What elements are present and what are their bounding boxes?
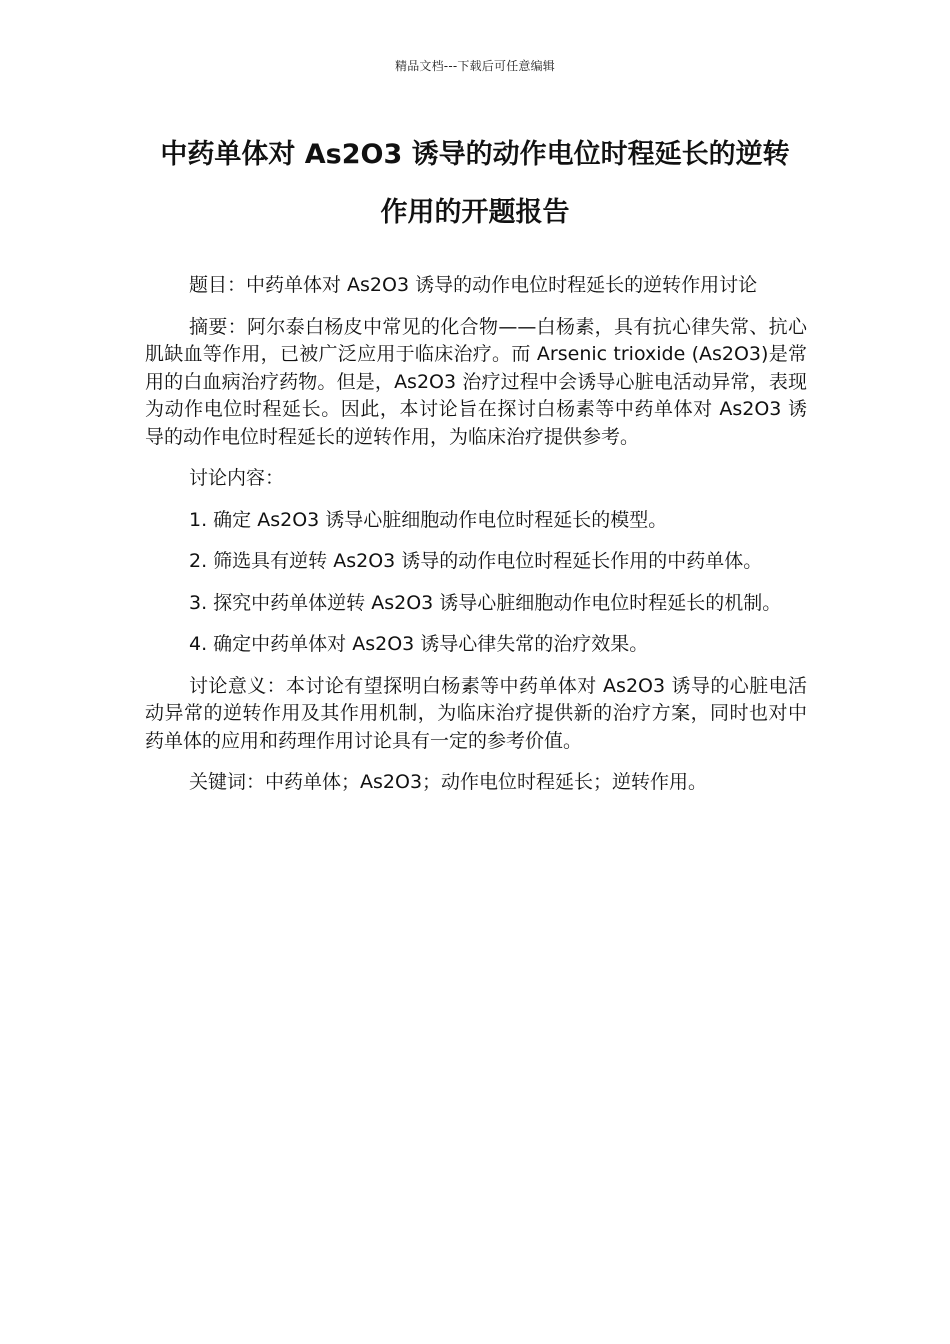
content-heading: 讨论内容： bbox=[189, 467, 285, 489]
document-title bbox=[145, 126, 805, 242]
abstract-paragraph: 摘要：阿尔泰白杨皮中常见的化合物——白杨素，具有抗心律失常、抗心肌缺血等作用，已被广泛应用于临床治疗。而 Arsenic trioxide (As2O3)是常用的白血病治疗药物。但是，As2O3 治疗过程中会诱导心脏电活动异常，表现为动作电位时程延长。因此，本讨论旨在探讨白杨素等中药单体对 As2O3 诱导的动作电位时程延长的逆转作用，为临床治疗提供参考。 bbox=[145, 315, 807, 448]
significance-paragraph: 讨论意义：本讨论有望探明白杨素等中药单体对 As2O3 诱导的心脏电活动异常的逆转作用及其作用机制，为临床治疗提供新的治疗方案，同时也对中药单体的应用和药理作用讨论具有一定的参考价值。 bbox=[145, 674, 807, 752]
header-watermark: 精品文档---下载后可任意编辑 bbox=[395, 59, 555, 73]
topic-paragraph: 题目：中药单体对 As2O3 诱导的动作电位时程延长的逆转作用讨论 bbox=[189, 274, 758, 296]
content-item-2: 2. 筛选具有逆转 As2O3 诱导的动作电位时程延长作用的中药单体。 bbox=[189, 550, 763, 572]
content-item-3: 3. 探究中药单体逆转 As2O3 诱导心脏细胞动作电位时程延长的机制。 bbox=[189, 591, 782, 614]
title-line-1: 中药单体对 As2O3 诱导的动作电位时程延长的逆转 bbox=[160, 139, 790, 170]
keywords-paragraph: 关键词：中药单体；As2O3；动作电位时程延长；逆转作用。 bbox=[189, 771, 708, 793]
content-item-4: 4. 确定中药单体对 As2O3 诱导心律失常的治疗效果。 bbox=[189, 633, 649, 655]
document-body bbox=[145, 272, 807, 811]
title-line-2: 作用的开题报告 bbox=[380, 197, 570, 228]
content-item-1: 1. 确定 As2O3 诱导心脏细胞动作电位时程延长的模型。 bbox=[189, 508, 668, 531]
